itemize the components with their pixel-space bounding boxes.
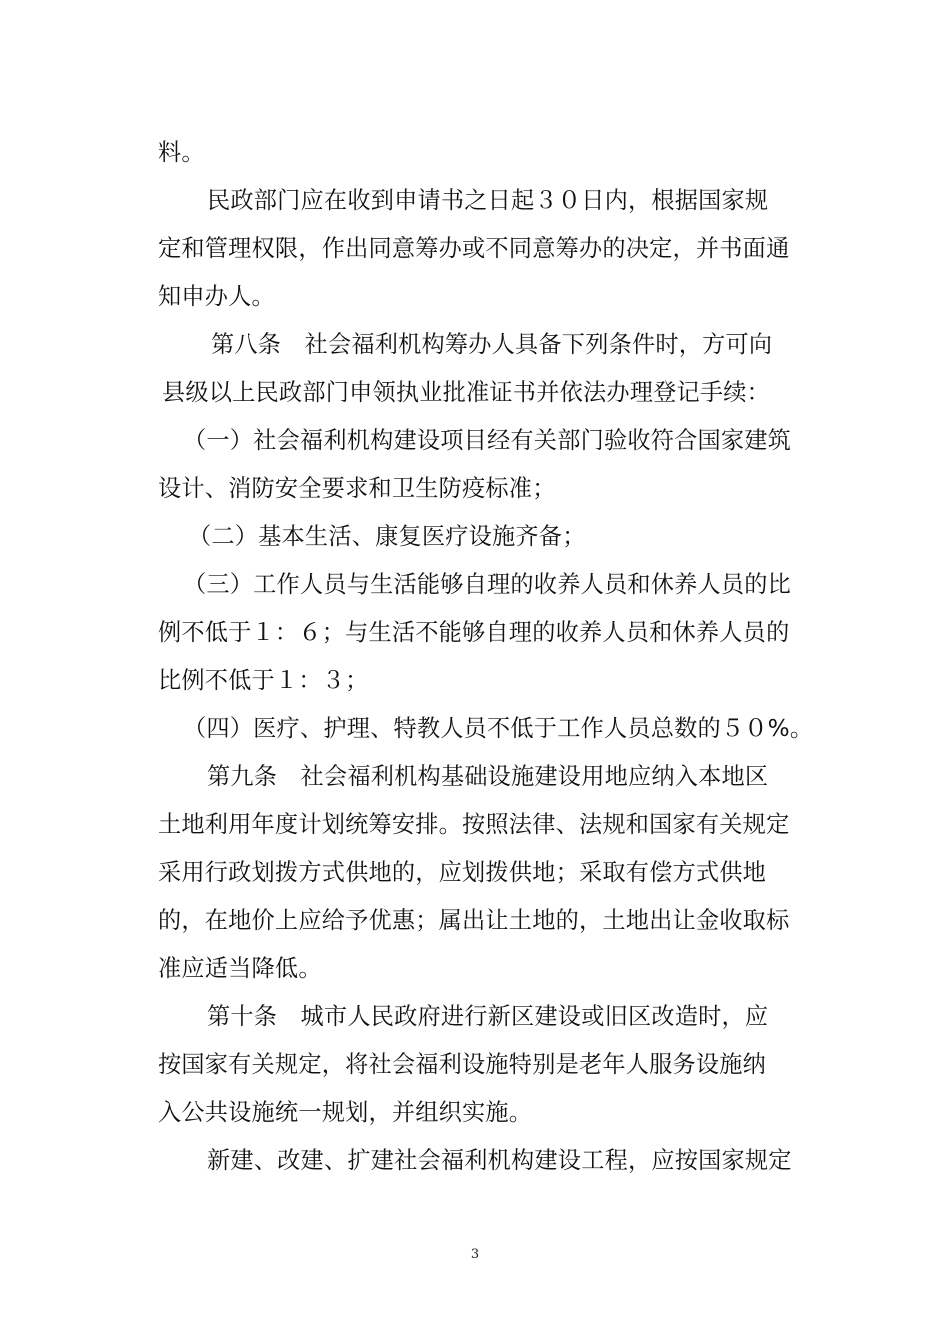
text-line: 采用行政划拨方式供地的，应划拨供地；采取有偿方式供地 — [158, 859, 767, 886]
text-line: 入公共设施统一规划，并组织实施。 — [158, 1099, 533, 1126]
page-number: 3 — [470, 1247, 480, 1262]
text-line: 知申办人。 — [158, 283, 275, 310]
text-line: 准应适当降低。 — [158, 955, 322, 982]
article-heading-line: 第十条 城市人民政府进行新区建设或旧区改造时，应 — [207, 1003, 769, 1030]
article-heading-line: 第八条 社会福利机构筹办人具备下列条件时，方可向 — [211, 331, 773, 358]
text-line: 新建、改建、扩建社会福利机构建设工程，应按国家规定 — [207, 1147, 792, 1174]
list-item-3: （三）工作人员与生活能够自理的收养人员和休养人员的比 — [183, 571, 792, 598]
text-line: 民政部门应在收到申请书之日起３０日内，根据国家规 — [207, 187, 769, 214]
text-line: 设计、消防安全要求和卫生防疫标准； — [158, 475, 556, 502]
text-line: 的，在地价上应给予优惠；属出让土地的，土地出让金收取标 — [158, 907, 790, 934]
text-line: 料。 — [158, 139, 205, 166]
text-line: 按国家有关规定，将社会福利设施特别是老年人服务设施纳 — [158, 1051, 767, 1078]
list-item-4: （四）医疗、护理、特教人员不低于工作人员总数的５０%。 — [183, 715, 814, 742]
article-heading-line: 第九条 社会福利机构基础设施建设用地应纳入本地区 — [207, 763, 769, 790]
text-line: 县级以上民政部门申领执业批准证书并依法办理登记手续： — [162, 379, 771, 406]
list-item-2: （二）基本生活、康复医疗设施齐备； — [188, 523, 586, 550]
list-item-1: （一）社会福利机构建设项目经有关部门验收符合国家建筑 — [183, 427, 792, 454]
text-line: 定和管理权限，作出同意筹办或不同意筹办的决定，并书面通 — [158, 235, 790, 262]
text-line: 土地利用年度计划统筹安排。按照法律、法规和国家有关规定 — [158, 811, 790, 838]
text-line: 比例不低于１：３； — [158, 667, 369, 694]
text-line: 例不低于１：６；与生活不能够自理的收养人员和休养人员的 — [158, 619, 790, 646]
